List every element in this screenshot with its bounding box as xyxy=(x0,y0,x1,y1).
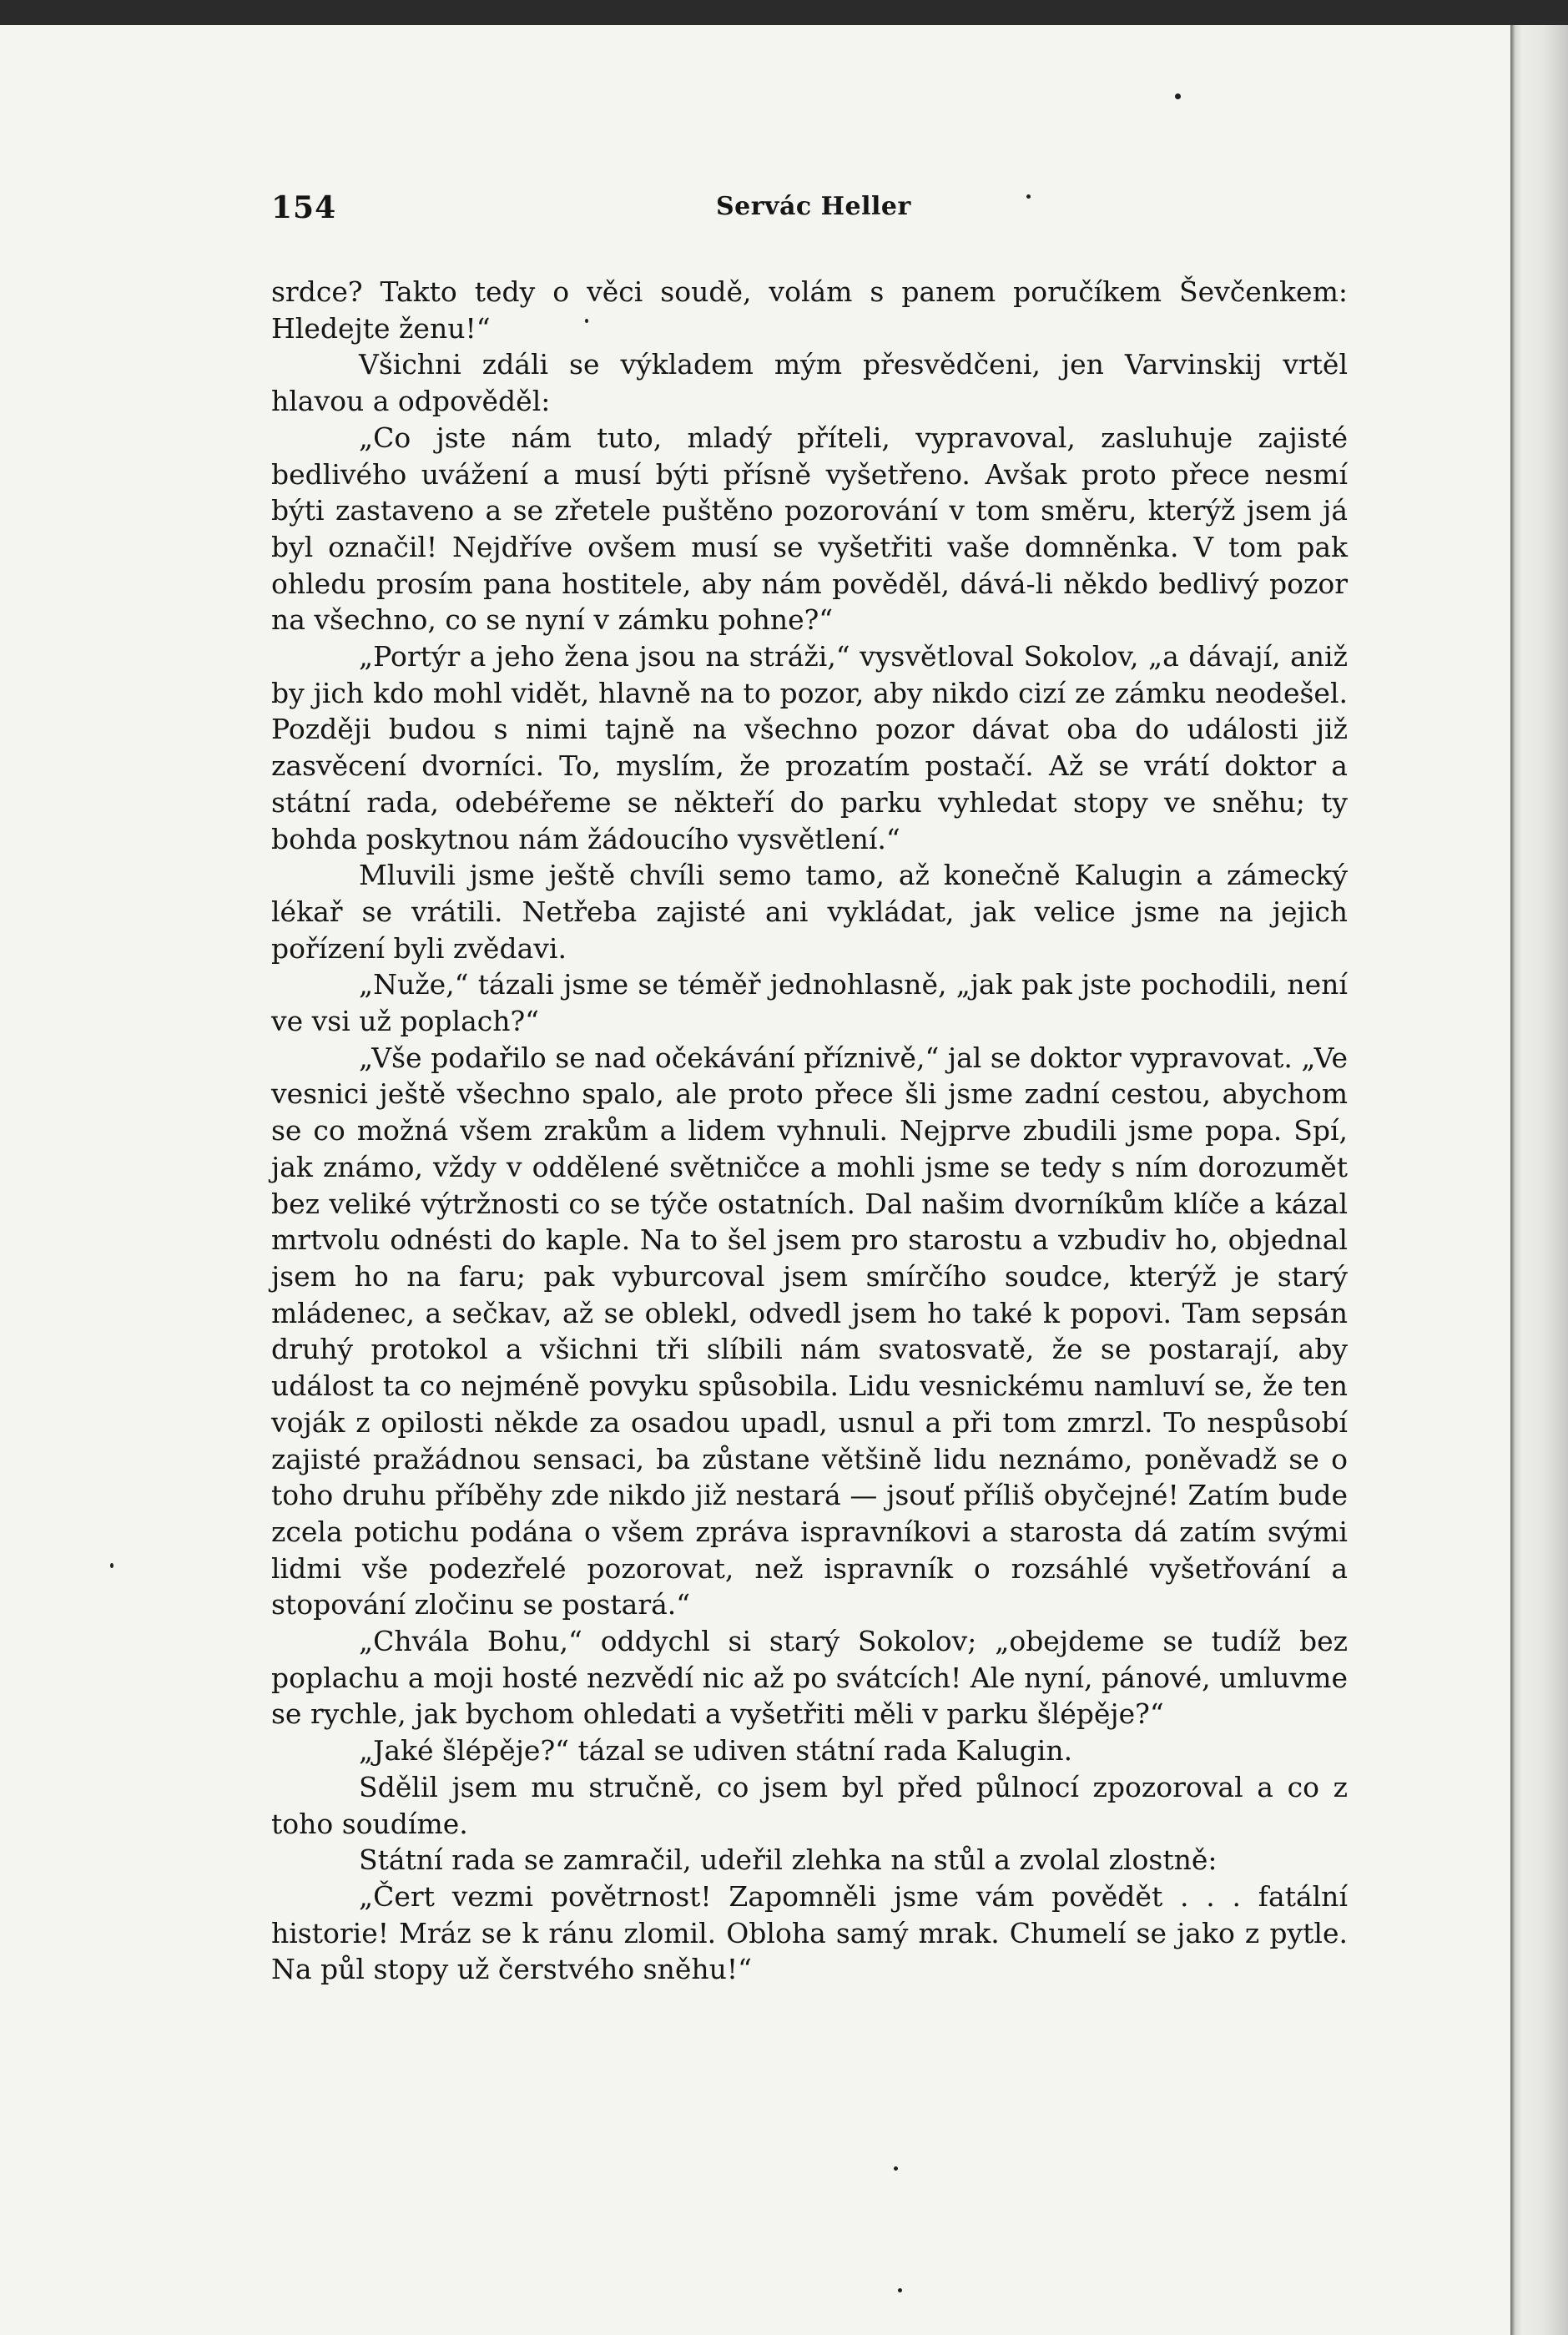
body-text xyxy=(271,274,1348,1988)
paragraph: „Chvála Bohu,“ oddychl si starý Sokolov; „obejdeme se tudíž bez poplachu a moji hosté nezvědí nic až po svátcích! Ale nyní, pánové, umluvme se rychle, jak bychom ohledati a vyšetřiti měli v parku šlépěje?“ xyxy=(271,1625,1348,1731)
paragraph: Sdělil jsem mu stručně, co jsem byl před půlnocí zpozoroval a co z toho soudíme. xyxy=(271,1770,1348,1840)
running-title: Servác Heller xyxy=(716,192,911,221)
paragraph: srdce? Takto tedy o věci soudě, volám s panem poručíkem Ševčenkem: Hledejte ženu!“ xyxy=(271,275,1348,345)
page-number: 154 xyxy=(271,190,337,225)
ink-speck xyxy=(1175,93,1181,99)
ink-speck xyxy=(894,2166,898,2171)
paragraph: „Jaké šlépěje?“ tázal se udiven státní rada Kalugin. xyxy=(359,1734,1073,1768)
ink-speck xyxy=(110,1563,113,1568)
running-head xyxy=(271,190,1348,240)
paragraph: „Čert vezmi povětrnost! Zapomněli jsme vám povědět . . . fatální historie! Mráz se k ránu zlomil. Obloha samý mrak. Chumelí se jako z pytle. Na půl stopy už čerstvého sněhu!“ xyxy=(271,1879,1348,1986)
paragraph: Mluvili jsme ještě chvíli semo tamo, až konečně Kalugin a zámecký lékař se vrátili. Netřeba zajisté ani vykládat, jak velice jsme na jejich pořízení byli zvědavi. xyxy=(271,859,1348,965)
paragraph: „Co jste nám tuto, mladý příteli, vypravoval, zasluhuje zajisté bedlivého uvážení a musí býti přísně vyšetřeno. Avšak proto přece nesmí býti zastaveno a se zřetele puštěno pozorování v tom směru, kterýž jsem já byl označil! Nejdříve ovšem musí se vyšetřiti vaše domněnka. V tom pak ohledu prosím pana hostitele, aby nám pověděl, dává-li někdo bedlivý pozor na všechno, co se nyní v zámku pohne?“ xyxy=(271,421,1348,637)
ink-speck xyxy=(898,2288,902,2292)
paragraph: Státní rada se zamračil, udeřil zlehka na stůl a zvolal zlostně: xyxy=(359,1843,1218,1877)
ink-speck xyxy=(585,319,588,323)
paragraph: „Portýr a jeho žena jsou na stráži,“ vysvětloval Sokolov, „a dávají, aniž by jich kdo mohl vidět, hlavně na to pozor, aby nikdo cizí ze zámku neodešel. Později budou s nimi tajně na všechno pozor dávat oba do události již zasvěcení dvorníci. To, myslím, že prozatím postačí. Až se vrátí doktor a státní rada, odebéřeme se někteří do parku vyhledat stopy ve sněhu; ty bohda poskytnou nám žádoucího vysvětlení.“ xyxy=(271,640,1348,855)
paragraph: „Vše podařilo se nad očekávání příznivě,“ jal se doktor vypravovat. „Ve vesnici ještě všechno spalo, ale proto přece šli jsme zadní cestou, abychom se co možná všem zrakům a lidem vyhnuli. Nejprve zbudili jsme popa. Spí, jak známo, vždy v oddělené světničce a mohli jsme se tedy s ním dorozumět bez veliké výtržnosti co se týče ostatních. Dal našim dvorníkům klíče a kázal mrtvolu odnésti do kaple. Na to šel jsem pro starostu a vzbudiv ho, objednal jsem ho na faru; pak vyburcoval jsem smírčího soudce, kterýž je starý mládenec, a sečkav, až se oblekl, odvedl jsem ho také k popovi. Tam sepsán druhý protokol a všichni tři slíbili nám svatosvatě, že se postarají, aby událost ta co nejméně povyku spůsobila. Lidu vesnickému namluví se, že ten voják z opilosti někde za osadou upadl, usnul a při tom zmrzl. To nespůsobí zajisté pražádnou sensaci, ba zůstane většině lidu neznámo, poněvadž se o toho druhu příběhy zde nikdo již nestará — jsouť příliš obyčejné! Zatím bude zcela potichu podána o všem zpráva ispravníkovi a starosta dá zatím svými lidmi vše podezřelé pozorovat, než ispravník o rozsáhlé vyšetřování a stopování zločinu se postará.“ xyxy=(271,1041,1348,1621)
paragraph: Všichni zdáli se výkladem mým přesvědčeni, jen Varvinskij vrtěl hlavou a odpověděl: xyxy=(271,348,1348,418)
paragraph: „Nuže,“ tázali jsme se téměř jednohlasně, „jak pak jste pochodili, není ve vsi už poplach?“ xyxy=(271,968,1348,1038)
page-edge xyxy=(1510,25,1568,2335)
ink-speck xyxy=(1026,194,1031,199)
